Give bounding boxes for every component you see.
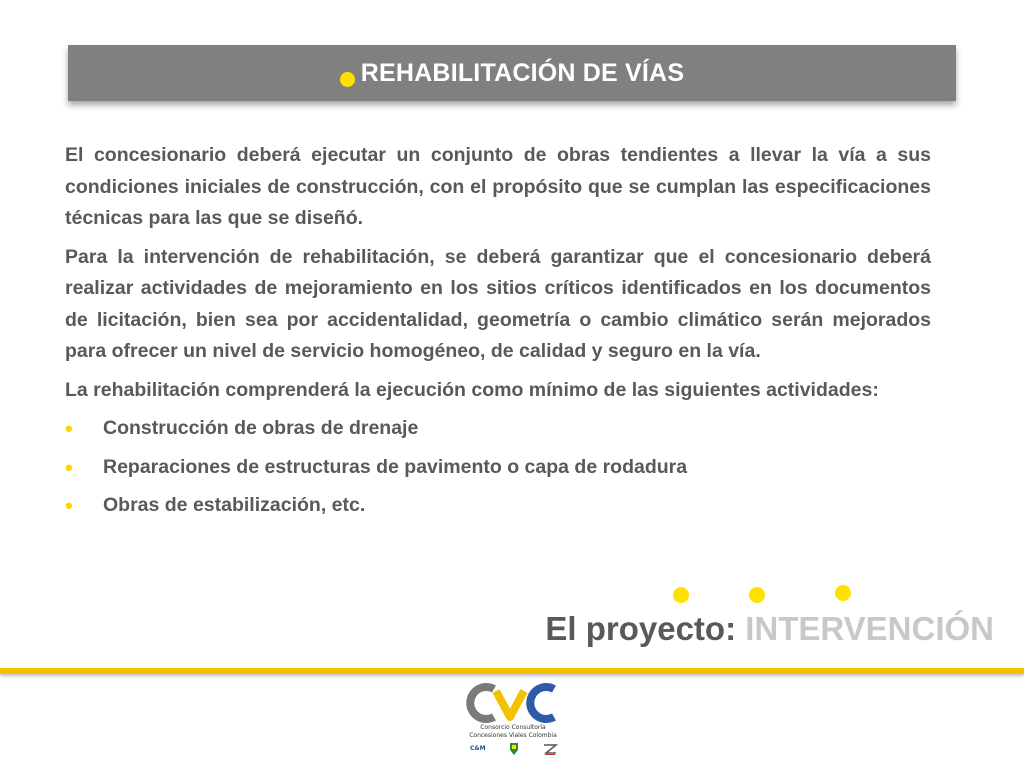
footer-divider	[0, 668, 1024, 674]
paragraph-1: El concesionario deberá ejecutar un conjunto de obras tendientes a llevar la vía a sus condiciones iniciales de construcción, con el propósito que se cumplan las especificaciones técnicas para las que se diseñó.	[65, 144, 931, 229]
shield-icon	[510, 743, 518, 755]
list-item	[65, 490, 931, 522]
decorative-dot-icon	[673, 587, 689, 603]
activities-list	[65, 413, 931, 522]
logo-line-2: Concesiones Viales Colombia	[469, 732, 557, 739]
cvc-logo-icon	[458, 683, 568, 723]
paragraph-2: Para la intervención de rehabilitación, se deberá garantizar que el concesionario deberá realizar actividades de mejoramiento en los sitios críticos identificados en los documentos de licitación, bien sea por accidentalidad, geometría o cambio climático serán mejorados para ofrecer un nivel de servicio homogéneo, de calidad y seguro en la vía.	[65, 245, 931, 362]
list-item-text: Reparaciones de estructuras de pavimento o capa de rodadura	[103, 455, 688, 478]
list-item-text: Obras de estabilización, etc.	[103, 494, 366, 516]
decorative-dot-icon	[749, 587, 765, 603]
logo-line-1: Consorcio Consultoría	[480, 724, 546, 731]
decorative-dot-icon	[835, 585, 851, 601]
footer-title-highlight: INTERVENCIÓN	[745, 610, 994, 647]
bullet-icon: •	[65, 493, 73, 518]
bullet-dot-icon	[340, 72, 355, 87]
list-item	[65, 413, 931, 445]
slide-body	[65, 140, 931, 529]
partner-logo-icon	[542, 743, 558, 755]
bullet-icon: •	[65, 454, 73, 480]
slide-title-bar	[68, 45, 956, 101]
slide-title: REHABILITACIÓN DE VÍAS	[360, 58, 685, 87]
section-footer-title	[545, 610, 994, 648]
consortium-logo	[458, 683, 568, 763]
list-item	[65, 452, 931, 484]
partner-logo-cm: C&M	[470, 745, 486, 752]
footer-title-prefix: El proyecto:	[545, 610, 746, 647]
bullet-icon: •	[65, 416, 73, 441]
list-item-text: Construcción de obras de drenaje	[103, 417, 419, 439]
paragraph-3: La rehabilitación comprenderá la ejecución como mínimo de las siguientes actividades:	[65, 378, 879, 401]
